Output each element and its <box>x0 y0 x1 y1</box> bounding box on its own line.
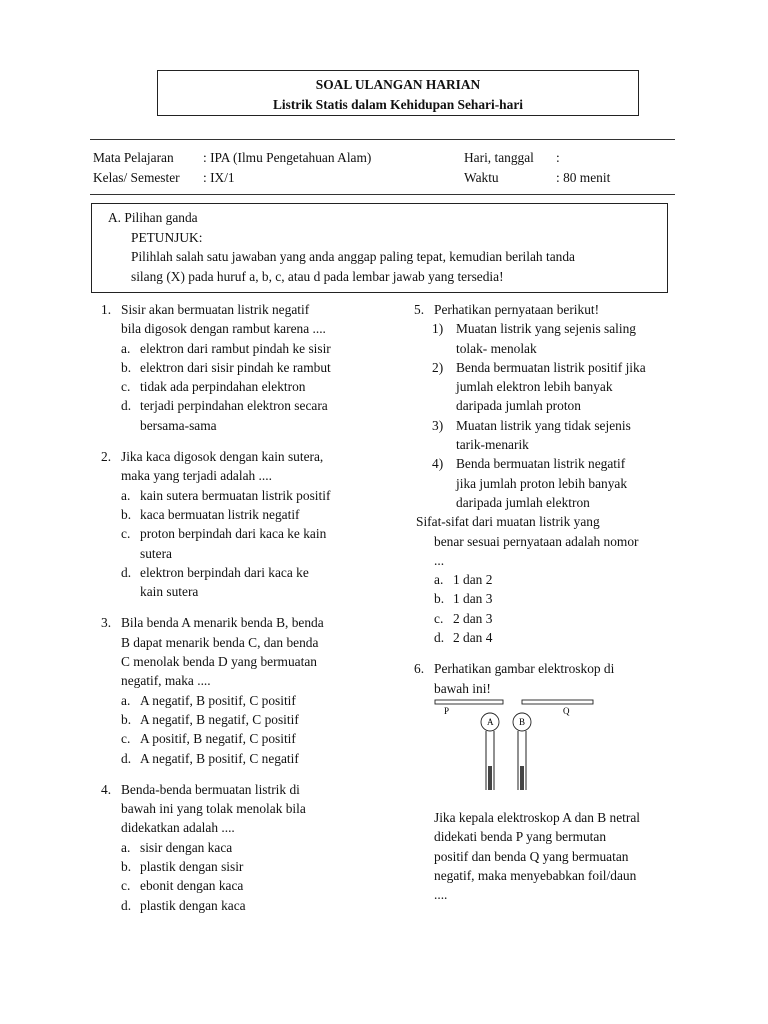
option-b: b. elektron dari sisir pindah ke rambut <box>121 359 331 375</box>
electroscope-a-foil <box>488 766 492 790</box>
question-number: 6. <box>414 661 425 677</box>
option-c: c. ebonit dengan kaca <box>121 878 244 894</box>
option-a: a. sisir dengan kaca <box>121 839 233 855</box>
page-title: SOAL ULANGAN HARIAN <box>315 77 481 92</box>
right-column <box>414 300 675 698</box>
question-number: 4. <box>101 781 112 797</box>
question-text: Bila benda A menarik benda B, benda <box>121 615 324 631</box>
question-text: bila digosok dengan rambut karena .... <box>121 321 326 337</box>
question-6 <box>414 659 675 698</box>
statement-3: 3) Muatan listrik yang tidak sejenis tarik-menarik <box>432 417 631 453</box>
statement-2: 2) Benda bermuatan listrik positif jika jumlah elektron lebih banyak daripada jumlah proton <box>432 359 646 414</box>
question-text: maka yang terjadi adalah .... <box>121 468 272 484</box>
question-text: negatif, maka menyebabkan foil/daun <box>434 867 637 883</box>
instructions-line-1: Pilihlah salah satu jawaban yang anda anggap paling tepat, kemudian berilah tanda <box>131 249 575 264</box>
question-number: 3. <box>101 615 112 631</box>
question-text: Benda-benda bermuatan listrik di <box>121 781 300 797</box>
option-b: b. A negatif, B negatif, C positif <box>121 711 299 727</box>
statement-4: 4) Benda bermuatan listrik negatif jika jumlah proton lebih banyak daripada jumlah elektron <box>432 456 628 510</box>
question-3 <box>101 613 361 767</box>
option-c: c. proton berpindah dari kaca ke kain sutera <box>121 526 327 561</box>
rod-p <box>435 700 503 704</box>
instructions <box>108 208 575 286</box>
left-column <box>101 300 361 915</box>
question-text: didekati benda P yang bermutan <box>434 829 607 845</box>
info-class-label: Kelas/ Semester <box>93 170 180 185</box>
info-time-value: : 80 menit <box>556 170 611 185</box>
electroscope-b-foil <box>520 766 524 790</box>
question-number: 5. <box>414 302 425 317</box>
question-text: Perhatikan pernyataan berikut! <box>434 302 600 317</box>
question-text: didekatkan adalah .... <box>121 820 235 836</box>
question-text: ... <box>434 552 445 568</box>
option-a: a. A negatif, B positif, C positif <box>121 692 296 708</box>
question-6-text <box>434 808 675 904</box>
info-time-label: Waktu <box>464 170 499 185</box>
question-text: .... <box>434 887 448 903</box>
option-c: c. 2 dan 3 <box>434 610 493 626</box>
option-a: a. kain sutera bermuatan listrik positif <box>121 487 331 503</box>
option-c: c. A positif, B negatif, C positif <box>121 731 296 747</box>
option-d: d. terjadi perpindahan elektron secara bersama-sama <box>121 398 328 433</box>
question-text: Sisir akan bermuatan listrik negatif <box>121 302 310 317</box>
question-text: benar sesuai pernyataan adalah nomor <box>434 533 639 549</box>
info-subject-value: : IPA (Ilmu Pengetahuan Alam) <box>203 150 372 165</box>
rod-q <box>522 700 593 704</box>
divider-top <box>90 139 675 140</box>
question-text: bawah ini yang tolak menolak bila <box>121 801 306 817</box>
info-day-value: : <box>556 150 560 165</box>
divider-bottom <box>90 194 675 195</box>
electroscope-figure <box>430 698 600 798</box>
label-a: A <box>487 717 494 727</box>
question-4 <box>101 780 361 915</box>
info-subject-label: Mata Pelajaran <box>93 150 174 165</box>
question-text: Jika kepala elektroskop A dan B netral <box>434 810 641 825</box>
page-subtitle: Listrik Statis dalam Kehidupan Sehari-hari <box>272 97 523 112</box>
question-text: C menolak benda D yang bermuatan <box>121 654 317 670</box>
option-a: a. 1 dan 2 <box>434 572 493 588</box>
question-number: 1. <box>101 302 112 317</box>
question-1 <box>101 300 361 435</box>
option-d: d. 2 dan 4 <box>434 630 493 646</box>
option-a: a. elektron dari rambut pindah ke sisir <box>121 340 331 356</box>
question-5 <box>414 300 675 319</box>
question-text: Sifat-sifat dari muatan listrik yang <box>416 514 600 530</box>
statement-1: 1) Muatan listrik yang sejenis saling tolak- menolak <box>432 321 637 356</box>
option-d: d. plastik dengan kaca <box>121 897 246 913</box>
question-text: positif dan benda Q yang bermuatan <box>434 848 629 864</box>
instructions-heading: PETUNJUK: <box>131 229 203 245</box>
option-b: b. plastik dengan sisir <box>121 859 244 875</box>
question-text: B dapat menarik benda C, dan benda <box>121 634 319 650</box>
option-b: b. 1 dan 3 <box>434 591 493 607</box>
title-box <box>157 70 639 116</box>
option-d: d. elektron berpindah dari kaca ke kain sutera <box>121 564 309 600</box>
section-label: A. Pilihan ganda <box>108 210 198 225</box>
label-b: B <box>519 717 526 727</box>
question-text: Perhatikan gambar elektroskop di <box>434 661 615 677</box>
option-d: d. A negatif, B positif, C negatif <box>121 750 299 766</box>
instructions-line-2: silang (X) pada huruf a, b, c, atau d pada lembar jawab yang tersedia! <box>131 268 504 284</box>
question-text: bawah ini! <box>434 680 491 696</box>
label-p: P <box>444 706 450 716</box>
question-text: negatif, maka .... <box>121 673 211 689</box>
label-q: Q <box>563 706 570 716</box>
question-text: Jika kaca digosok dengan kain sutera, <box>121 449 324 465</box>
option-b: b. kaca bermuatan listrik negatif <box>121 506 300 522</box>
option-c: c. tidak ada perpindahan elektron <box>121 379 306 395</box>
question-2 <box>101 447 361 601</box>
info-class-value: : IX/1 <box>203 170 235 185</box>
info-day-label: Hari, tanggal <box>464 150 534 165</box>
question-number: 2. <box>101 449 112 465</box>
